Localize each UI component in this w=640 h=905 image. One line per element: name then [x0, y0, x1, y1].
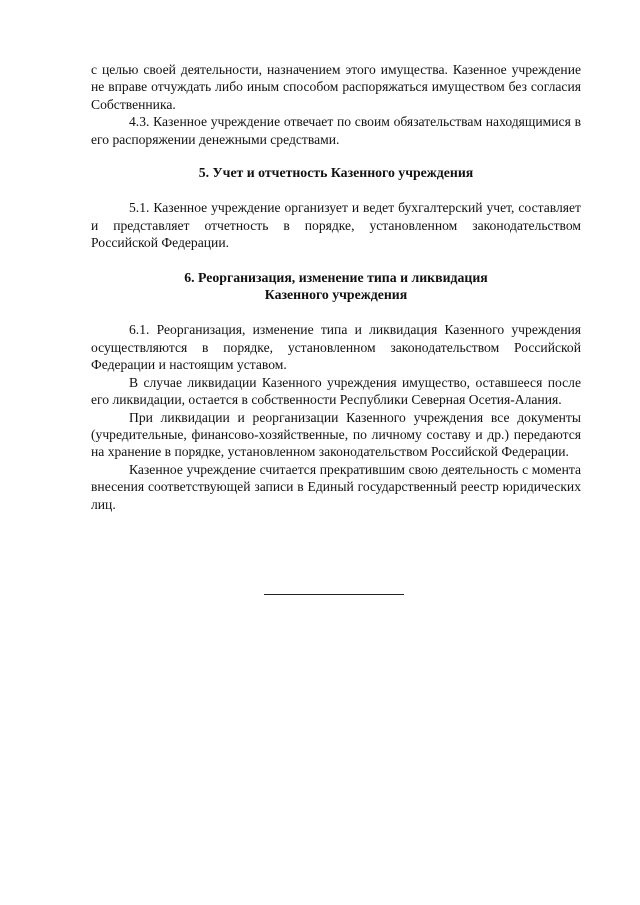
section-6-heading	[91, 269, 581, 304]
end-of-document-rule	[264, 594, 404, 595]
paragraph-4-3: 4.3. Казенное учреждение отвечает по своим обязательствам находящимися в его распоряжении денежными средствами.	[91, 114, 581, 147]
document-page	[91, 61, 581, 513]
paragraph-5-1: 5.1. Казенное учреждение организует и ведет бухгалтерский учет, составляет и представляет отчетность в порядке, установленном законодательством Российской Федерации.	[91, 200, 581, 251]
section-6-heading-line2: Казенного учреждения	[264, 287, 408, 303]
paragraph-6-documents-storage: При ликвидации и реорганизации Казенного учреждения все документы (учредительные, финансово-хозяйственные, по личному составу и др.) передаются на хранение в порядке, установленном законодательством Российской Федерации.	[91, 409, 581, 460]
paragraph-6-liquidation-property: В случае ликвидации Казенного учреждения имущество, оставшееся после его ликвидации, остается в собственности Республики Северная Осетия-Алания.	[91, 374, 581, 408]
section-5-heading: 5. Учет и отчетность Казенного учреждения	[198, 165, 474, 181]
paragraph-continuation: с целью своей деятельности, назначением этого имущества. Казенное учреждение не вправе отчуждать либо иным способом распоряжаться имуществом без согласия Собственника.	[91, 62, 581, 112]
paragraph-6-termination: Казенное учреждение считается прекратившим свою деятельность с момента внесения соответствующей записи в Единый государственный реестр юридических лиц.	[91, 461, 581, 512]
paragraph-6-1: 6.1. Реорганизация, изменение типа и ликвидация Казенного учреждения осуществляются в порядке, установленном законодательством Российской Федерации и настоящим уставом.	[91, 322, 581, 373]
section-6-heading-line1: 6. Реорганизация, изменение типа и ликвидация	[184, 269, 488, 285]
